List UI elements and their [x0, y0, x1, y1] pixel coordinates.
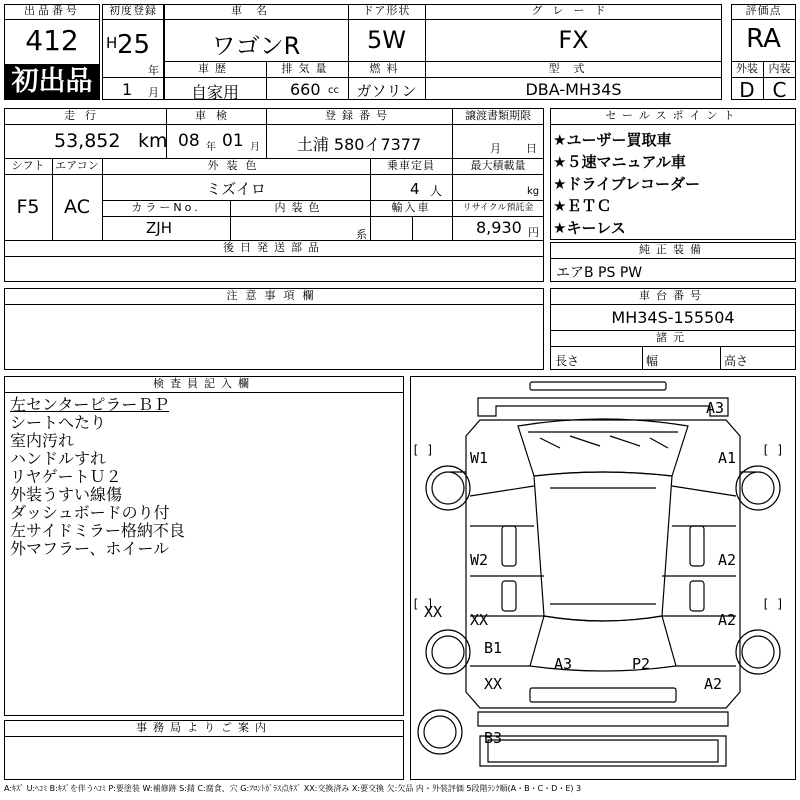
- damage-mark: W2: [470, 551, 489, 569]
- displacement-label: 排気量: [281, 62, 333, 75]
- ac-label: エアコン: [55, 159, 99, 172]
- score-label: 評価点: [745, 4, 782, 17]
- lot-number: 412: [25, 24, 79, 57]
- shift-value: F5: [16, 196, 40, 218]
- car-name-label: 車名: [231, 4, 281, 17]
- ext-color-label: 外装色: [207, 159, 265, 172]
- sales-point-item: ★ユーザー買取車: [553, 131, 672, 149]
- inspector-line: 外装うすい線傷: [10, 486, 123, 504]
- office-title: 事務局よりご案内: [136, 721, 272, 734]
- plate-value: 土浦 580イ7377: [296, 135, 422, 154]
- model-code-label: 型式: [548, 62, 599, 75]
- max-load-label: 最大積載量: [470, 159, 526, 172]
- specs-title: 諸元: [656, 331, 690, 344]
- first-registration-label: 初度登録: [109, 4, 157, 17]
- first-reg-year-unit: 年: [148, 64, 159, 77]
- damage-mark: A2: [704, 675, 723, 693]
- notes-title: 注意事項欄: [226, 289, 322, 302]
- car-name: ワゴンR: [211, 32, 301, 60]
- bracket-right-low: [ ]: [762, 597, 784, 611]
- plate-label: 登録番号: [325, 109, 393, 122]
- bracket-left-low: [ ]: [412, 597, 434, 611]
- inspector-line: 左センターピラーＢＰ: [10, 396, 170, 414]
- damage-mark: W1: [470, 449, 489, 467]
- history-label: 車歴: [198, 62, 232, 75]
- inspector-line: 室内汚れ: [10, 432, 75, 450]
- color-no-label: カラーNo.: [131, 201, 201, 214]
- sales-point-item: ★ＥＴＣ: [553, 197, 612, 215]
- inspector-line: ダッシュボードのり付: [10, 504, 170, 522]
- transfer-day-unit: 日: [526, 142, 537, 155]
- door-value: 5W: [367, 26, 406, 54]
- first-reg-year: 25: [117, 30, 151, 60]
- first-reg-month-unit: 月: [148, 86, 159, 99]
- damage-mark: B1: [484, 639, 503, 657]
- bracket-left-top: [ ]: [412, 443, 434, 457]
- import-label: 輸入車: [391, 201, 431, 214]
- chassis-number: MH34S-155504: [611, 308, 735, 327]
- mileage-unit: km: [138, 130, 168, 152]
- door-label: ドア形状: [362, 4, 411, 17]
- recycle-label: リサイクル預託金: [462, 203, 534, 213]
- lot-label: 出品番号: [24, 4, 80, 17]
- inspection-year: 08: [178, 131, 200, 151]
- chassis-title: 車台番号: [639, 289, 707, 302]
- exterior-grade: D: [739, 78, 755, 102]
- recycle-unit: 円: [528, 226, 539, 239]
- ext-color-value: ミズイロ: [206, 180, 266, 198]
- recycle-value: 8,930: [476, 218, 522, 237]
- sales-point-item: ★５速マニュアル車: [553, 153, 686, 171]
- inspection-month: 01: [222, 131, 244, 151]
- transfer-month-unit: 月: [490, 142, 501, 155]
- interior-grade-label: 内装: [768, 62, 791, 75]
- inspection-label: 車検: [195, 109, 237, 122]
- sales-point-item: ★キーレス: [553, 219, 626, 237]
- sales-points-title: セールスポイント: [605, 109, 741, 122]
- inspector-line: 左サイドミラー格納不良: [10, 522, 185, 540]
- bracket-right-top: [ ]: [762, 443, 784, 457]
- int-color-unit: 系: [356, 228, 367, 241]
- legend: A:ｷｽﾞ U:ﾍｺﾐ B:ｷｽﾞを伴うﾍｺﾐ P:要塗装 W:補修跡 S:錆 C:腐食、穴 G:ﾌﾛﾝﾄｶﾞﾗｽ点ｷｽﾞ XX:交換済み X:要交換 欠:欠品 内・外装評価 5段階ﾗﾝｸ順(A・B・C・D・E) 3: [4, 784, 582, 793]
- inspector-line: リヤゲートＵ２: [10, 468, 122, 486]
- damage-mark: A3: [554, 655, 573, 673]
- color-no-value: ZJH: [146, 219, 172, 237]
- damage-mark: XX: [484, 675, 503, 693]
- displacement-unit: cc: [328, 85, 339, 96]
- capacity-unit: 人: [430, 184, 443, 198]
- inspector-line: 外マフラー、ホイール: [10, 540, 170, 558]
- interior-grade: C: [772, 78, 787, 102]
- history-value: 自家用: [190, 83, 239, 102]
- mileage-label: 走行: [64, 109, 106, 122]
- height-label: 高さ: [724, 354, 749, 368]
- shift-label: シフト: [11, 159, 45, 172]
- damage-mark: A2: [718, 611, 737, 629]
- capacity-label: 乗車定員: [387, 159, 435, 172]
- fuel-label: 燃料: [369, 62, 404, 75]
- first-listing-badge-text: 初出品: [11, 66, 93, 97]
- grade-value: FX: [558, 26, 589, 54]
- inspector-line: シートへたり: [10, 414, 107, 432]
- damage-mark: XX: [424, 603, 443, 621]
- capacity-value: 4: [410, 180, 420, 198]
- era: H: [106, 34, 118, 52]
- score-value: RA: [746, 24, 781, 54]
- int-color-label: 内装色: [274, 201, 326, 214]
- damage-mark: A3: [706, 399, 725, 417]
- transfer-doc-label: 譲渡書類期限: [465, 109, 531, 122]
- ac-value: AC: [64, 196, 90, 218]
- model-code-value: DBA-MH34S: [525, 80, 622, 99]
- damage-mark: A2: [718, 551, 737, 569]
- width-label: 幅: [646, 354, 659, 368]
- inspection-month-unit: 月: [250, 142, 260, 153]
- damage-mark: B3: [484, 729, 503, 747]
- damage-mark: P2: [632, 655, 651, 673]
- max-load-unit: kg: [527, 186, 540, 197]
- car-diagram: [410, 376, 796, 780]
- later-parts-label: 後日発送部品: [223, 241, 325, 254]
- length-label: 長さ: [555, 354, 580, 368]
- damage-mark: A1: [718, 449, 737, 467]
- damage-mark: XX: [470, 611, 489, 629]
- mileage-value: 53,852: [54, 130, 121, 152]
- grade-label: グレード: [531, 4, 616, 17]
- equipment-title: 純正装備: [639, 243, 707, 256]
- exterior-grade-label: 外装: [736, 62, 758, 75]
- inspector-title: 検査員記入欄: [153, 377, 255, 390]
- sales-point-item: ★ドライブレコーダー: [553, 175, 700, 193]
- displacement-value: 660: [290, 80, 321, 99]
- fuel-value: ガソリン: [356, 82, 417, 100]
- inspection-year-unit: 年: [206, 142, 216, 153]
- inspector-line: ハンドルすれ: [10, 450, 107, 468]
- first-reg-month: 1: [122, 80, 133, 99]
- equipment-value: エアB PS PW: [556, 265, 643, 281]
